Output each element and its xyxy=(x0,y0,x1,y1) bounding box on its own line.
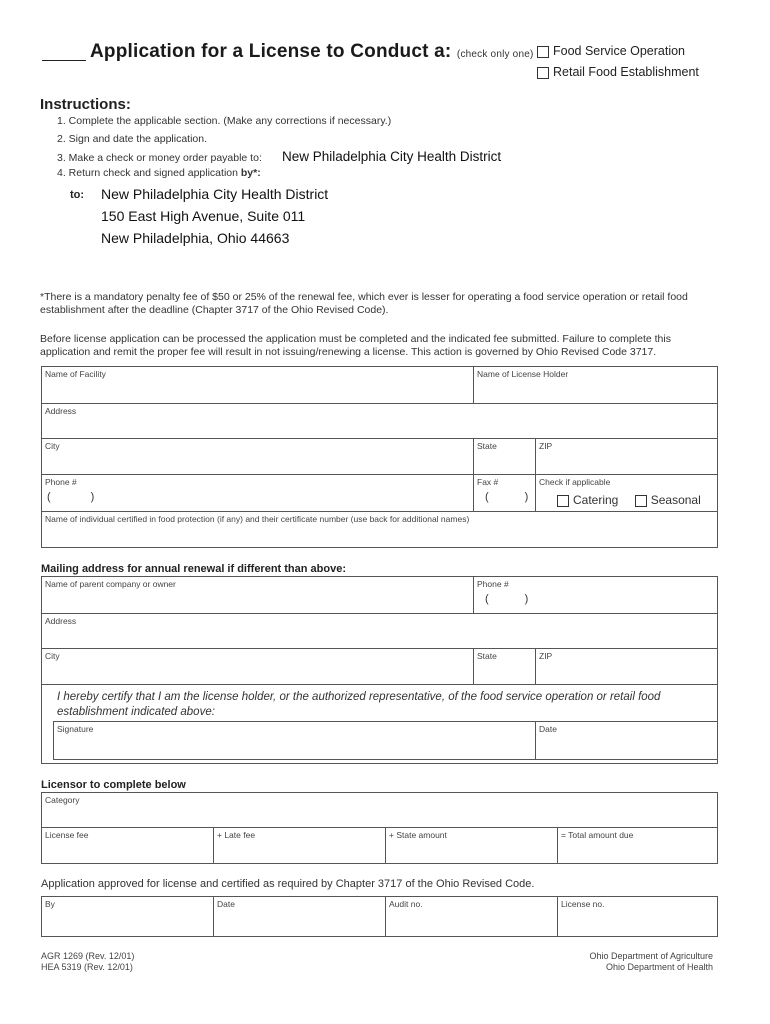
phone-paren-open: ( xyxy=(47,491,51,503)
late-fee-label: + Late fee xyxy=(217,830,256,840)
facility-address-field[interactable] xyxy=(42,404,718,439)
instruction-step-1: 1. Complete the applicable section. (Make any corrections if necessary.) xyxy=(57,115,392,127)
certified-individual-field[interactable] xyxy=(42,512,718,548)
check-if-applicable-label: Check if applicable xyxy=(539,477,611,487)
audit-no-label: Audit no. xyxy=(389,899,423,909)
processing-note: Before license application can be processed the application must be completed and the indicated fee submitted. Failure to complete this application and remit the proper fee will result in not issuing/renewing a license. This action is governed by Ohio Revised Code 3717. xyxy=(40,333,671,358)
mailing-address-label: Address xyxy=(45,616,77,626)
address-line-2: 150 East High Avenue, Suite 011 xyxy=(101,208,306,224)
to-label: to: xyxy=(70,189,85,201)
facility-fax-label: Fax # xyxy=(477,477,499,487)
department-health: Ohio Department of Health xyxy=(605,962,713,972)
title-note: (check only one) xyxy=(456,49,534,60)
facility-form xyxy=(41,366,718,548)
mailing-state-field[interactable] xyxy=(474,649,536,685)
parent-company-field[interactable] xyxy=(42,577,474,614)
instruction-step-4 xyxy=(57,167,261,179)
total-due-field[interactable] xyxy=(558,828,718,864)
certification-statement: I hereby certify that I am the license holder, or the authorized representative, of the food service operation or retail food establishment indicated above: xyxy=(57,691,661,718)
state-amount-field[interactable] xyxy=(386,828,558,864)
facility-fax-field[interactable] xyxy=(474,475,536,512)
fax-paren-open: ( xyxy=(485,491,489,503)
facility-city-label: City xyxy=(45,441,60,451)
page-title-text: Application for a License to Conduct a: xyxy=(90,41,452,62)
catering-option[interactable] xyxy=(557,493,618,507)
payee-name: New Philadelphia City Health District xyxy=(282,149,502,164)
mailing-address-field[interactable] xyxy=(42,614,718,649)
mailing-phone-label: Phone # xyxy=(477,579,509,589)
signature-field[interactable] xyxy=(54,722,536,760)
seasonal-checkbox[interactable] xyxy=(635,495,647,507)
licensor-heading: Licensor to complete below xyxy=(41,779,186,791)
facility-name-label: Name of Facility xyxy=(45,369,106,379)
retail-food-checkbox[interactable] xyxy=(537,67,549,79)
mailing-phone-paren-close: ) xyxy=(524,593,529,605)
mailing-state-label: State xyxy=(477,651,497,661)
facility-city-field[interactable] xyxy=(42,439,474,475)
seasonal-label: Seasonal xyxy=(650,493,701,507)
page-title xyxy=(90,41,534,63)
approval-date-field[interactable] xyxy=(214,897,386,937)
category-label: Category xyxy=(45,795,80,805)
audit-no-field[interactable] xyxy=(386,897,558,937)
check-if-applicable-cell xyxy=(536,475,718,512)
mailing-city-label: City xyxy=(45,651,60,661)
licensor-form xyxy=(41,792,718,864)
approval-date-label: Date xyxy=(217,899,235,909)
certified-individual-label: Name of individual certified in food protection (if any) and their certificate number (use back for additional names) xyxy=(45,514,470,524)
license-fee-field[interactable] xyxy=(42,828,214,864)
address-line-3: New Philadelphia, Ohio 44663 xyxy=(101,230,290,246)
mailing-zip-label: ZIP xyxy=(539,651,553,661)
license-fee-label: License fee xyxy=(45,830,89,840)
mailing-zip-field[interactable] xyxy=(536,649,718,685)
option-retail-food[interactable] xyxy=(537,65,699,79)
retail-food-label: Retail Food Establishment xyxy=(553,65,699,79)
mailing-city-field[interactable] xyxy=(42,649,474,685)
mailing-phone-field[interactable] xyxy=(474,577,718,614)
food-service-label: Food Service Operation xyxy=(553,44,686,58)
facility-zip-field[interactable] xyxy=(536,439,718,475)
department-agriculture: Ohio Department of Agriculture xyxy=(589,951,713,961)
instruction-step-3: 3. Make a check or money order payable to: xyxy=(57,152,262,164)
facility-state-field[interactable] xyxy=(474,439,536,475)
form-ids xyxy=(41,951,134,973)
category-field[interactable] xyxy=(42,793,718,828)
catering-label: Catering xyxy=(573,493,619,507)
facility-name-field[interactable] xyxy=(42,367,474,404)
phone-paren-close: ) xyxy=(90,491,95,503)
mailing-form xyxy=(41,576,718,685)
food-service-checkbox[interactable] xyxy=(537,46,549,58)
approval-form xyxy=(41,896,718,937)
facility-phone-field[interactable] xyxy=(42,475,474,512)
license-holder-label: Name of License Holder xyxy=(477,369,569,379)
form-id-hea: HEA 5319 (Rev. 12/01) xyxy=(41,962,133,972)
option-food-service[interactable] xyxy=(537,44,685,58)
total-due-label: = Total amount due xyxy=(561,830,634,840)
parent-company-label: Name of parent company or owner xyxy=(45,579,176,589)
signature-row xyxy=(53,721,718,760)
departments xyxy=(589,951,713,973)
instruction-step-2: 2. Sign and date the application. xyxy=(57,133,208,145)
address-line-1: New Philadelphia City Health District xyxy=(101,186,329,202)
license-no-field[interactable] xyxy=(558,897,718,937)
fax-paren-close: ) xyxy=(524,491,529,503)
instruction-step-4-suffix: by*: xyxy=(240,167,261,179)
license-no-label: License no. xyxy=(561,899,605,909)
title-blank-line xyxy=(42,60,86,61)
state-amount-label: + State amount xyxy=(389,830,447,840)
approval-statement: Application approved for license and certified as required by Chapter 3717 of the Ohio Revised Code. xyxy=(41,878,535,890)
signature-label: Signature xyxy=(57,724,94,734)
license-holder-field[interactable] xyxy=(474,367,718,404)
instructions-heading: Instructions: xyxy=(40,96,131,113)
facility-address-label: Address xyxy=(45,406,77,416)
form-id-agr: AGR 1269 (Rev. 12/01) xyxy=(41,951,135,961)
signature-date-label: Date xyxy=(539,724,557,734)
instruction-step-4-text: 4. Return check and signed application xyxy=(57,167,238,179)
facility-zip-label: ZIP xyxy=(539,441,553,451)
facility-state-label: State xyxy=(477,441,497,451)
facility-phone-label: Phone # xyxy=(45,477,77,487)
approved-by-label: By xyxy=(45,899,55,909)
mailing-phone-paren-open: ( xyxy=(485,593,489,605)
penalty-note: *There is a mandatory penalty fee of $50 or 25% of the renewal fee, which ever is lesser for operating a food service operation or retail food establishment after the deadline (Chapter 3717 of the Ohio Revised Code). xyxy=(40,291,688,316)
approved-by-field[interactable] xyxy=(42,897,214,937)
catering-checkbox[interactable] xyxy=(557,495,569,507)
seasonal-option[interactable] xyxy=(635,493,701,507)
mailing-heading: Mailing address for annual renewal if different than above: xyxy=(41,563,346,575)
late-fee-field[interactable] xyxy=(214,828,386,864)
signature-date-field[interactable] xyxy=(536,722,718,760)
